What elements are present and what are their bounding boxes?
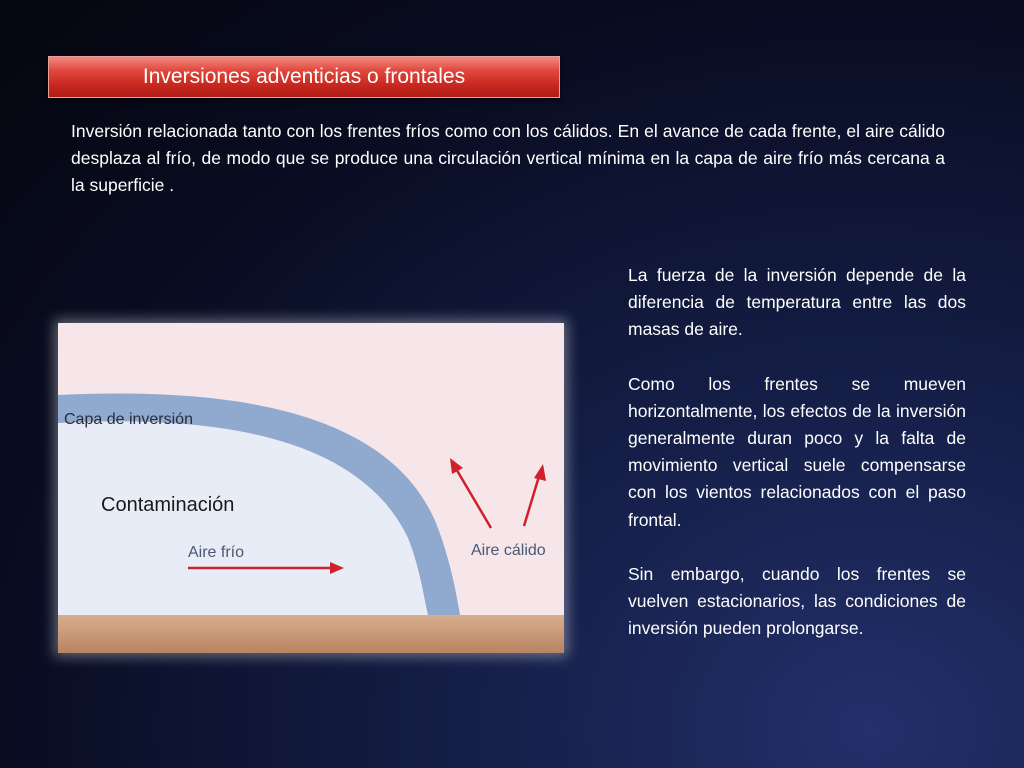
intro-paragraph: Inversión relacionada tanto con los frentes fríos como con los cálidos. En el avance de cada frente, el aire cálido desplaza al frío, de modo que se produce una circulación vertical mínima en la capa de aire frío más cercana a la superficie . <box>71 121 945 195</box>
label-aire-frio: Aire frío <box>188 544 245 561</box>
right-text-column <box>628 262 966 669</box>
label-aire-calido: Aire cálido <box>471 542 546 559</box>
ground <box>58 615 564 653</box>
frontal-inversion-diagram <box>58 323 564 653</box>
right-paragraph-1: La fuerza de la inversión depende de la diferencia de temperatura entre las dos masas de aire. <box>628 265 966 340</box>
slide-title: Inversiones adventicias o frontales <box>142 65 466 88</box>
slide-title-bar <box>48 56 560 98</box>
right-paragraph-2: Como los frentes se mueven horizontalmente, los efectos de la inversión generalmente duran poco y la falta de movimiento vertical suele compensarse con los vientos relacionados con el paso frontal. <box>628 373 966 530</box>
label-contaminacion: Contaminación <box>101 494 235 516</box>
label-inversion-layer: Capa de inversión <box>64 411 193 428</box>
right-paragraph-3: Sin embargo, cuando los frentes se vuelven estacionarios, las condiciones de inversión pueden prolongarse. <box>628 563 966 639</box>
